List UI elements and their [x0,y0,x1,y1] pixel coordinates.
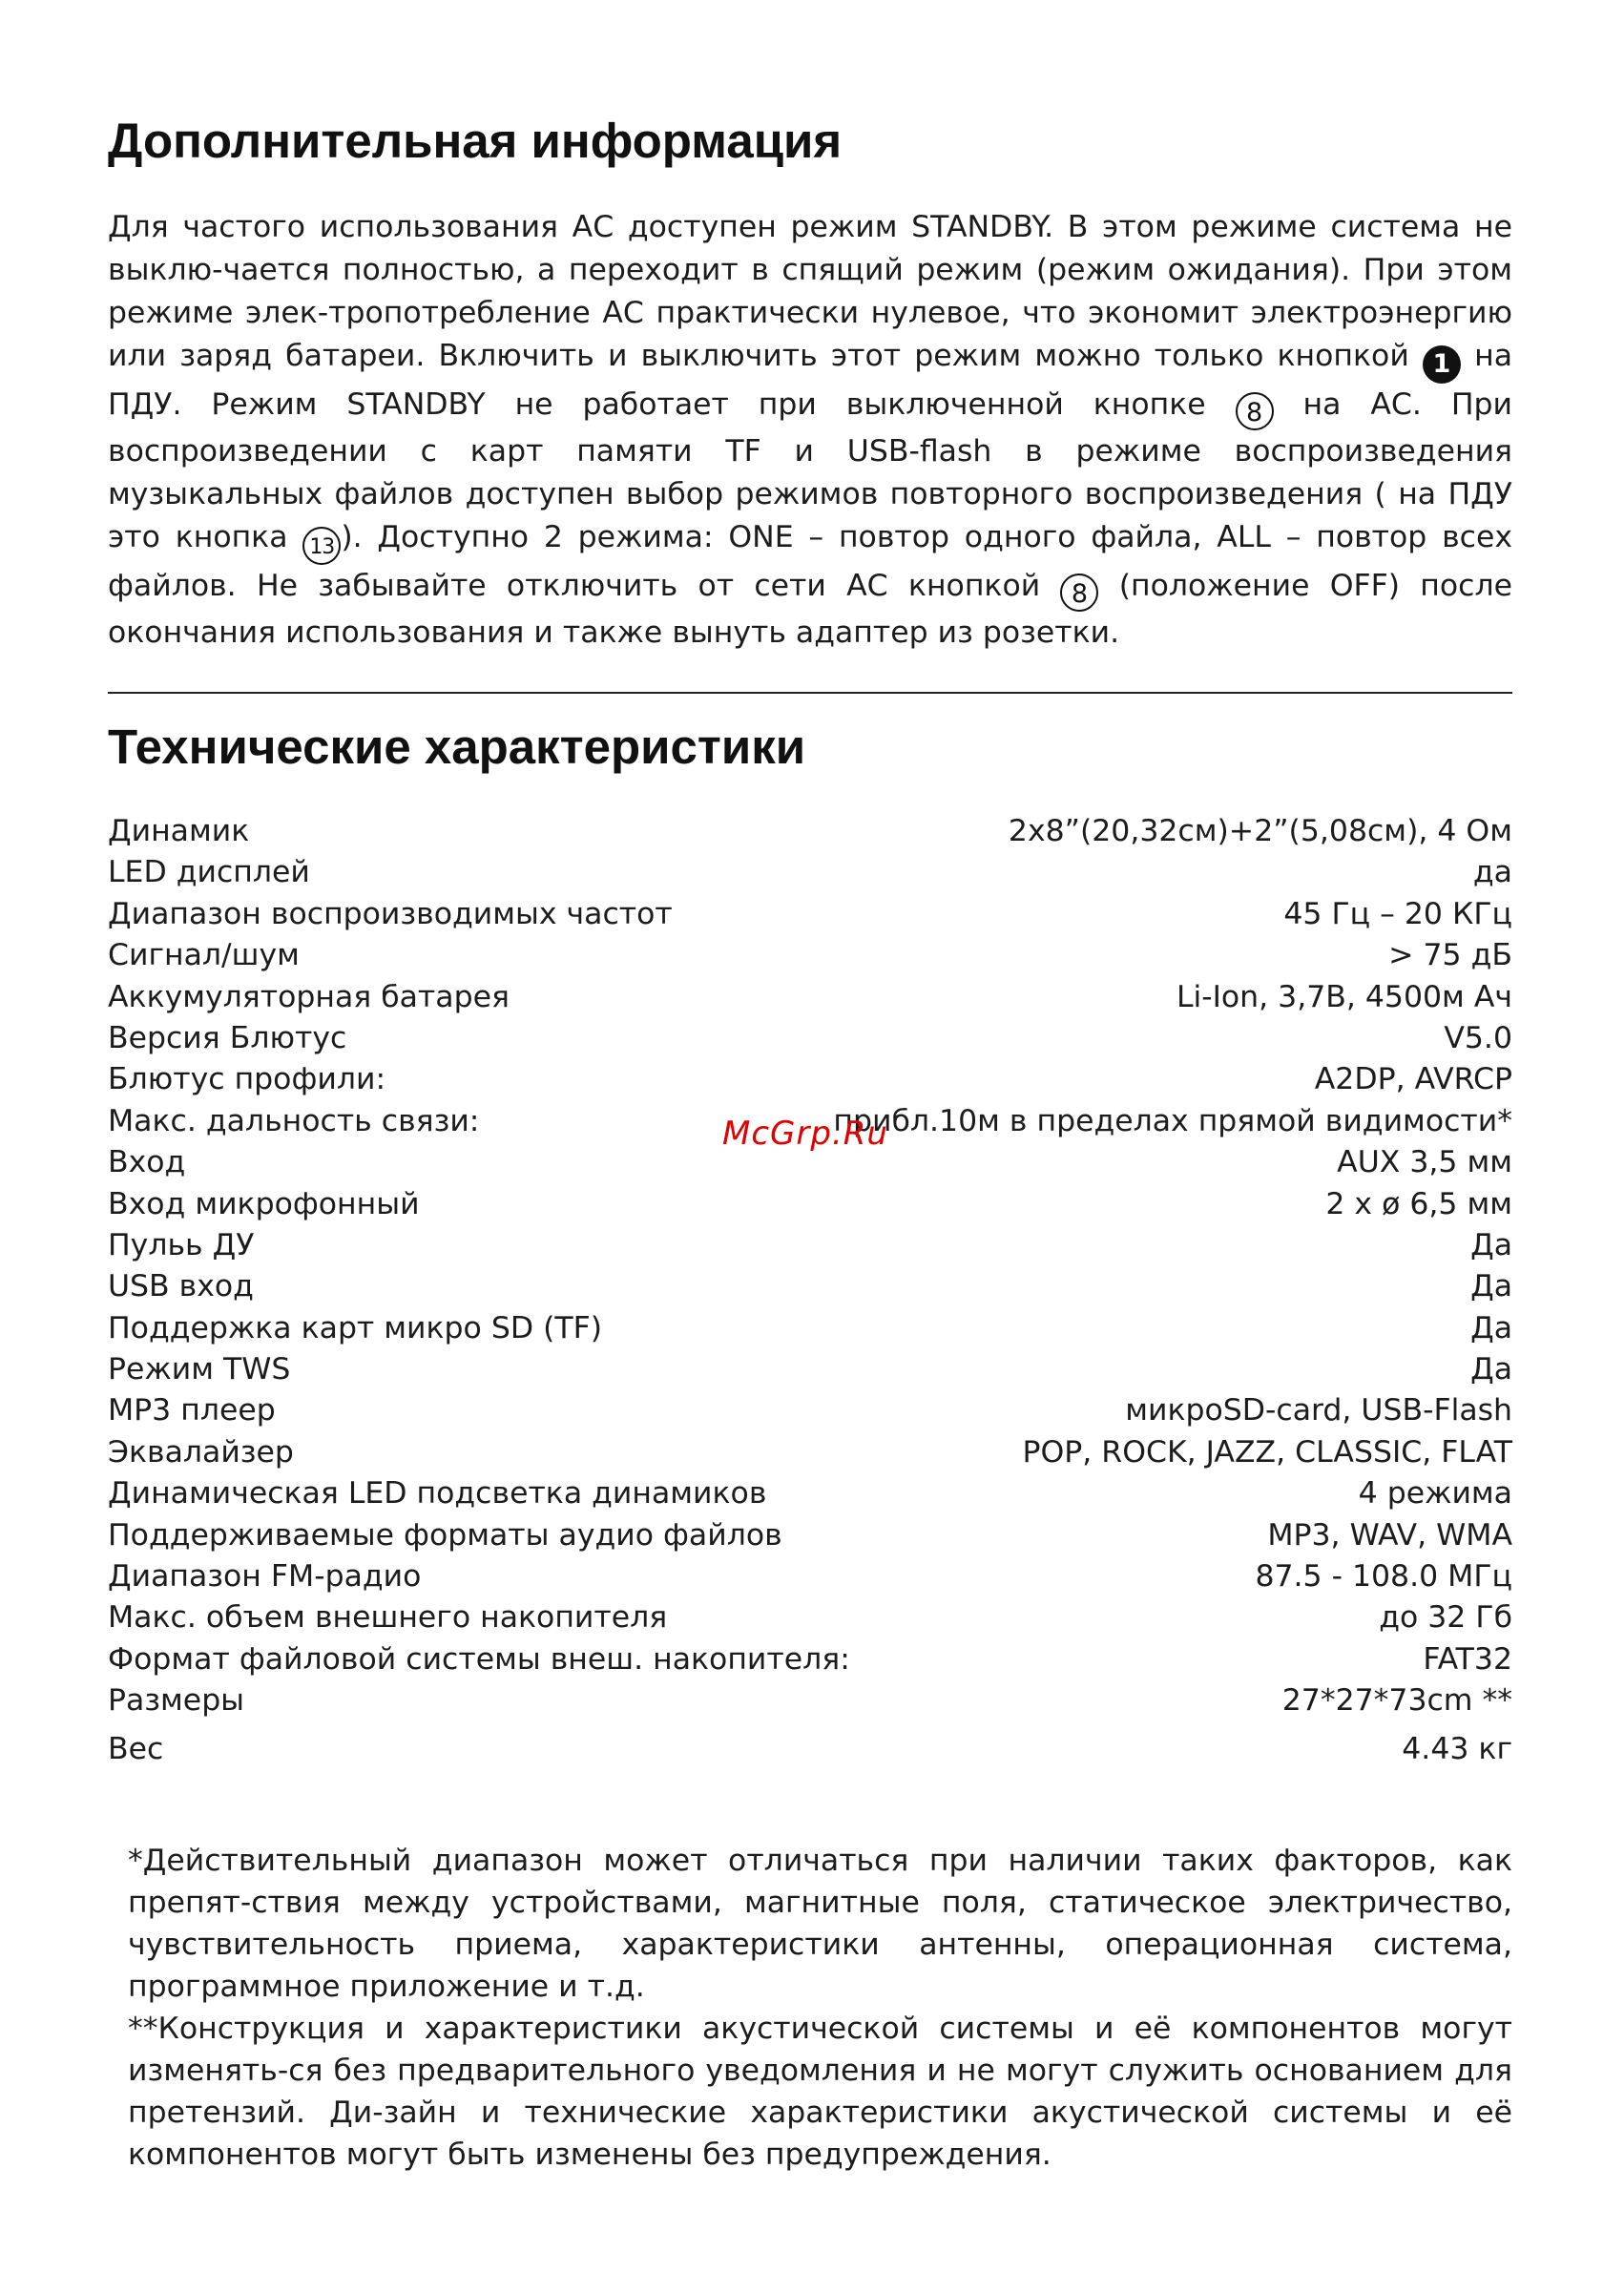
spec-row [108,1518,1512,1559]
spec-value: FAT32 [1423,1641,1512,1677]
paragraph-text: Для частого использования АС доступен режим STANDBY. В этом режиме система не выклю-чается полностью, а переходит в спящий режим (режим ожидания). При этом режиме элек-тропотребление АС практически нулевое, что экономит электроэнергию или заряд батареи. Включить и выключить этот режим можно только кнопкой [108,210,1512,373]
spec-row [108,1187,1512,1228]
spec-row [108,1559,1512,1600]
spec-value: 87.5 - 108.0 МГц [1255,1559,1512,1595]
spec-value: 2 х ø 6,5 мм [1325,1186,1512,1221]
spec-label: Диапазон FM-радио [108,1559,422,1595]
spec-label: LED дисплей [108,855,310,890]
spec-row [108,1269,1512,1310]
spec-label: Вес [108,1731,164,1766]
spec-label: Формат файловой системы внеш. накопителя: [108,1641,850,1677]
spec-value: Да [1470,1269,1512,1304]
spec-label: Размеры [108,1683,245,1719]
spec-value: 45 Гц – 20 КГц [1283,896,1512,931]
spec-label: Диапазон воспроизводимых частот [108,896,673,931]
spec-row [108,1683,1512,1724]
spec-label: Блютус профили: [108,1062,386,1097]
spec-value: прибл.10м в пределах прямой видимости* [833,1103,1512,1138]
spec-label: Пульь ДУ [108,1227,255,1262]
spec-value: 2х8”(20,32см)+2”(5,08см), 4 Ом [1008,814,1512,848]
button-1-badge-icon: 1 [1423,345,1461,384]
spec-row [108,1435,1512,1476]
spec-row [108,1352,1512,1393]
spec-row [108,1021,1512,1062]
spec-value: > 75 дБ [1388,938,1512,973]
spec-label: Макс. дальность связи: [108,1103,480,1138]
paragraph-text: ). Доступно 2 режима: ONE – повтор одного файла, ALL – повтор всех файлов. Не забывайте отключить от сети АС кнопкой [108,520,1512,603]
spec-label: Поддерживаемые форматы аудио файлов [108,1517,782,1553]
spec-value: до 32 Гб [1379,1600,1512,1636]
spec-label: MP3 плеер [108,1393,276,1428]
spec-label: Динамическая LED подсветка динамиков [108,1476,767,1512]
spec-value: AUX 3,5 мм [1337,1145,1512,1180]
spec-row [108,814,1512,855]
spec-row [108,1062,1512,1103]
spec-row [108,938,1512,979]
spec-row [108,1393,1512,1434]
spec-label: Эквалайзер [108,1434,294,1470]
button-8-badge-icon: 8 [1236,392,1274,430]
paragraph-text: на ПДУ. Режим STANDBY не работает при выключенной кнопке [108,339,1512,422]
footnote-range: *Действительный диапазон может отличаться при наличии таких факторов, как препят-ствия между устройствами, магнитные поля, статическое электричество, чувствительность приема, характеристики антенны, операционная система, программное приложение и т.д. [128,1844,1512,2004]
button-8-badge-icon: 8 [1060,573,1098,612]
spec-label: Режим TWS [108,1352,291,1387]
spec-row [108,1600,1512,1641]
spec-value: 4 режима [1358,1476,1512,1512]
spec-label: Макс. объем внешнего накопителя [108,1600,668,1636]
spec-label: Вход [108,1145,186,1180]
spec-value: V5.0 [1444,1020,1512,1055]
spec-row [108,855,1512,896]
spec-label: Версия Блютус [108,1020,347,1055]
spec-label: Динамик [108,814,250,848]
spec-label: USB вход [108,1269,254,1304]
paragraph-text: (положение OFF) после окончания использования и также вынуть адаптер из розетки. [108,569,1512,650]
paragraph-text: на АС. При воспроизведении с карт памяти TF и USB-flash в режиме воспроизведения музыкальных файлов доступен выбор режимов повторного воспроизведения ( на ПДУ это кнопка [108,387,1512,554]
additional-info-paragraph [108,206,1512,655]
spec-value: Да [1470,1352,1512,1387]
spec-row [108,1228,1512,1269]
section-title-tech-specs: Технические характеристики [108,719,806,774]
spec-row [108,897,1512,938]
footnote-design: **Конструкция и характеристики акустической системы и её компонентов могут изменять-ся без предварительного уведомления и не могут служить основанием для претензий. Ди-зайн и технические характеристики акустической системы и её компонентов могут быть изменены без предупреждения. [128,2012,1512,2172]
spec-value: Да [1470,1310,1512,1345]
section-divider [108,692,1512,694]
spec-row [108,1476,1512,1517]
spec-value: 27*27*73cm ** [1281,1683,1512,1719]
spec-value: POP, ROCK, JAZZ, CLASSIC, FLAT [1022,1434,1512,1470]
spec-list [108,814,1512,1773]
spec-value: Да [1470,1227,1512,1262]
section-title-additional-info: Дополнительная информация [108,114,843,168]
spec-row [108,1642,1512,1683]
watermark-link[interactable]: McGrp.Ru [722,1115,888,1153]
button-13-badge-icon: 13 [302,527,341,565]
spec-label: Вход микрофонный [108,1186,420,1221]
footnotes [128,1840,1512,2176]
spec-value: да [1472,855,1512,890]
spec-value: 4.43 кг [1402,1731,1512,1766]
spec-row [108,1732,1512,1773]
spec-value: MP3, WAV, WMA [1267,1517,1512,1553]
spec-label: Сигнал/шум [108,938,300,973]
spec-value: A2DP, AVRCP [1314,1062,1512,1097]
spec-row [108,980,1512,1021]
spec-label: Поддержка карт микро SD (TF) [108,1310,603,1345]
spec-row [108,1311,1512,1352]
spec-value: Li-Ion, 3,7В, 4500м Ач [1176,979,1512,1014]
spec-label: Аккумуляторная батарея [108,979,510,1014]
spec-value: микроSD-card, USB-Flash [1125,1393,1512,1428]
